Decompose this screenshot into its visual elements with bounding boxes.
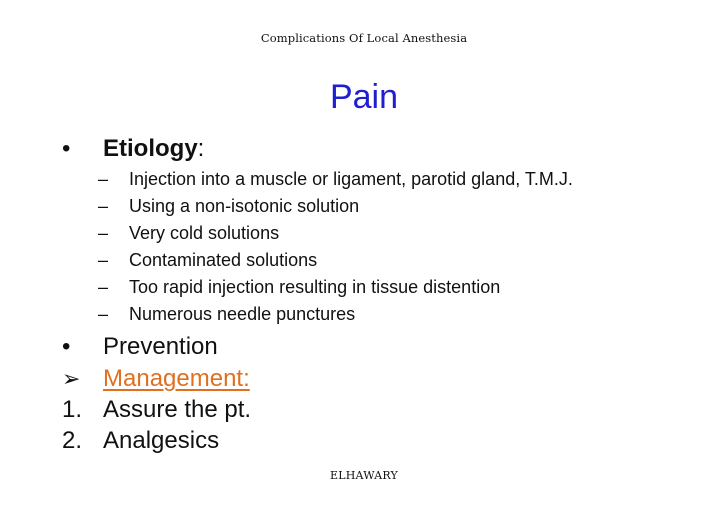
- number-marker: 1.: [62, 396, 83, 423]
- dash-marker: –: [98, 277, 109, 297]
- slide-header: Complications Of Local Anesthesia: [260, 31, 468, 45]
- etiology-item-text: Numerous needle punctures: [129, 304, 356, 324]
- dash-marker: –: [98, 223, 109, 243]
- etiology-colon: :: [197, 135, 205, 162]
- management-link[interactable]: Management:: [103, 365, 250, 392]
- bullet-marker: •: [62, 333, 71, 360]
- etiology-item-text: Too rapid injection resulting in tissue distention: [129, 277, 501, 297]
- dash-marker: –: [98, 250, 109, 270]
- etiology-item-text: Contaminated solutions: [129, 250, 318, 270]
- dash-marker: –: [98, 304, 109, 324]
- etiology-label: Etiology: [103, 135, 198, 162]
- bullet-marker: •: [62, 135, 71, 162]
- etiology-item-text: Using a non-isotonic solution: [129, 196, 360, 216]
- dash-marker: –: [98, 169, 109, 189]
- number-marker: 2.: [62, 427, 83, 454]
- prevention-label: Prevention: [103, 333, 218, 360]
- slide-footer: ELHAWARY: [330, 469, 398, 482]
- etiology-item-text: Very cold solutions: [129, 223, 280, 243]
- arrow-bullet-icon: ➢: [62, 366, 81, 391]
- etiology-item-text: Injection into a muscle or ligament, parotid gland, T.M.J.: [129, 169, 573, 189]
- slide-title: Pain: [329, 78, 399, 116]
- dash-marker: –: [98, 196, 109, 216]
- management-item-text: Assure the pt.: [103, 396, 252, 423]
- management-item-text: Analgesics: [103, 427, 220, 454]
